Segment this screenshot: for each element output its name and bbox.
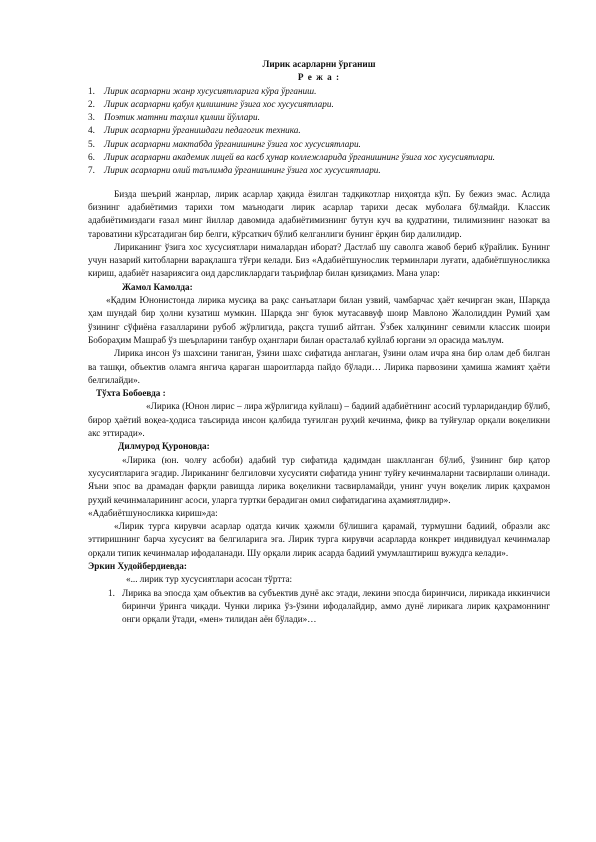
quote-paragraph: «Қадим Юнонистонда лирика мусиқа ва рақс санъатлари билан узвий, чамбарчас ҳаёт кечирган экан, Шарқда ҳам шундай бир ҳолни кузатиш мумкин. Шарқда энг буюк мутасаввуф шоир Мавлоно Жалолиддин Румий ҳам ўзининг сўфиёна ғазалларини рубоб жўрлигида, рақсга тушиб айтган. Ўзбек халқининг севимли классик шоири Бобораҳим Машраб ўз шеърларини танбур оҳанглари билан орасталаб куйлаб юргани эл орасида маълум. [88, 295, 550, 345]
quote-paragraph: «Лирик турга кирувчи асарлар одатда кичик ҳажмли бўлишига қарамай, турмушни бадиий, образли акс эттиришнинг барча хусусият ва белгиларига эга. Лирик турга кирувчи асарларда конкрет индивидуал кечинмалар орқали типик кечинмалар ифодаланади. Шу орқали лирик асарда бадиий умумлаштириш вужудга келади». [88, 521, 550, 558]
author-heading: Эркин Худойбердиевда: [88, 560, 187, 571]
plan-heading: Р е ж а : [297, 72, 341, 83]
plan-item: 7. Лирик асарларни олий таълимда ўрганишнинг ўзига хос хусусиятлари. [88, 165, 381, 176]
quote-paragraph: «Лирика (Юнон лирис – лира жўрлигида куйлаш) – бадиий адабиётнинг асосий турларидандир бўлиб, бирор ҳаётий воқеа-ҳодиса таъсирида инсон қалбида туғилган руҳий кечинма, фикр ва туйғулар орқали воқеликни акс эттиради». [88, 401, 550, 439]
list-item: 1. Лирика ва эпосда ҳам объектив ва субъектив дунё акс этади, лекини эпосда биринчиси, лирикада иккинчиси биринчи ўринга чиқади. Чунки лирика ўз-ўзини ифодалайдир, аммо дунё лирикага лирик қаҳрамоннинг онги орқали ўтади, «мен» тилидан аён бўлади»… [108, 587, 550, 625]
paragraph-question: Лириканинг ўзига хос хусусиятлари нималардан иборат? Дастлаб шу саволга жавоб бериб кўрайлик. Бунинг учун назарий китобларни варақлашга тўғри келади. Биз «Адабиётшунослик терминлари луғати, адабиётшуносликка кириш, адабиёт назариясига оид дарсликлардаги таърифлар билан қизиқамиз. Мана улар: [88, 241, 550, 279]
quote-intro: «... лирик тур хусусиятлари асосан тўртта: [126, 574, 293, 585]
source-heading: «Адабиётшуносликка кириш»да: [88, 507, 218, 518]
document-title: Лирик асарларни ўрганиш [262, 59, 376, 69]
plan-item: 2. Лирик асарларни қабул қилишнинг ўзига хос хусусиятлари. [88, 98, 334, 109]
plan-item: 6. Лирик асарларни академик лицей ва касб ҳунар коллежларида ўрганишнинг ўзига хос хусусиятлари. [88, 152, 495, 163]
plan-list [88, 85, 550, 178]
feature-list [88, 587, 550, 627]
plan-item: 5. Лирик асарларни мактабда ўрганишнинг ўзига хос хусусиятлари. [88, 138, 361, 149]
plan-item: 3. Поэтик матнни таҳлил қилиш йўллари. [88, 112, 260, 123]
author-heading: Жамол Камолда: [122, 281, 193, 292]
document-page [88, 58, 550, 626]
paragraph-intro: Бизда шеърий жанрлар, лирик асарлар ҳақида ёзилган тадқикотлар ниҳоятда кўп. Бу бежиз эмас. Аслида бизнинг адабиётимиз тарихи том маънодаги лирик асарлар тарихи десак муболаға бўлмайди. Классик адабиётимиздаги ғазал минг йиллар давомида адабиётимизнинг бутун куч ва қудратини, тилимизнинг назокат ва тароватини кўрсатадиган бир белги, кўрсаткич бўлиб келганлиги бунинг ёрқин бир далилидир. [88, 188, 550, 239]
quote-paragraph: «Лирика (юн. чолғу асбоби) адабий тур сифатида қадимдан шаклланган бўлиб, ўзининг бир қатор хусусиятларига эгадир. Лириканинг белгиловчи хусусияти сифатида унинг туйғу кечинмаларни тасвирлаши олинади. Яъни эпос ва драмадан фарқли равишда лирика воқеликни тасвирламайди, унинг учун воқелик лирик қаҳрамон руҳий кечинмаларининг асоси, уларга туртки берадиган омил сифатидагина аҳамиятлидир». [88, 454, 550, 505]
quote-paragraph: Лирика инсон ўз шахсини таниган, ўзини шахс сифатида англаган, ўзини олам ичра яна бир олам деб билган ва ташқи, объектив оламга янгича қараган шароитларда пайдо бўлади… Лирика парвозини ҳамиша жамият ҳаёти белгилайди». [88, 348, 550, 385]
plan-item: 4. Лирик асарларни ўрганишдаги педагогик техника. [88, 125, 301, 136]
plan-item: 1. Лирик асарларни жанр хусусиятларига кўра ўрганиш. [88, 85, 317, 96]
author-heading: Дилмурод Қуроновда: [118, 441, 210, 452]
author-heading: Тўхта Бобоевда : [96, 388, 166, 399]
